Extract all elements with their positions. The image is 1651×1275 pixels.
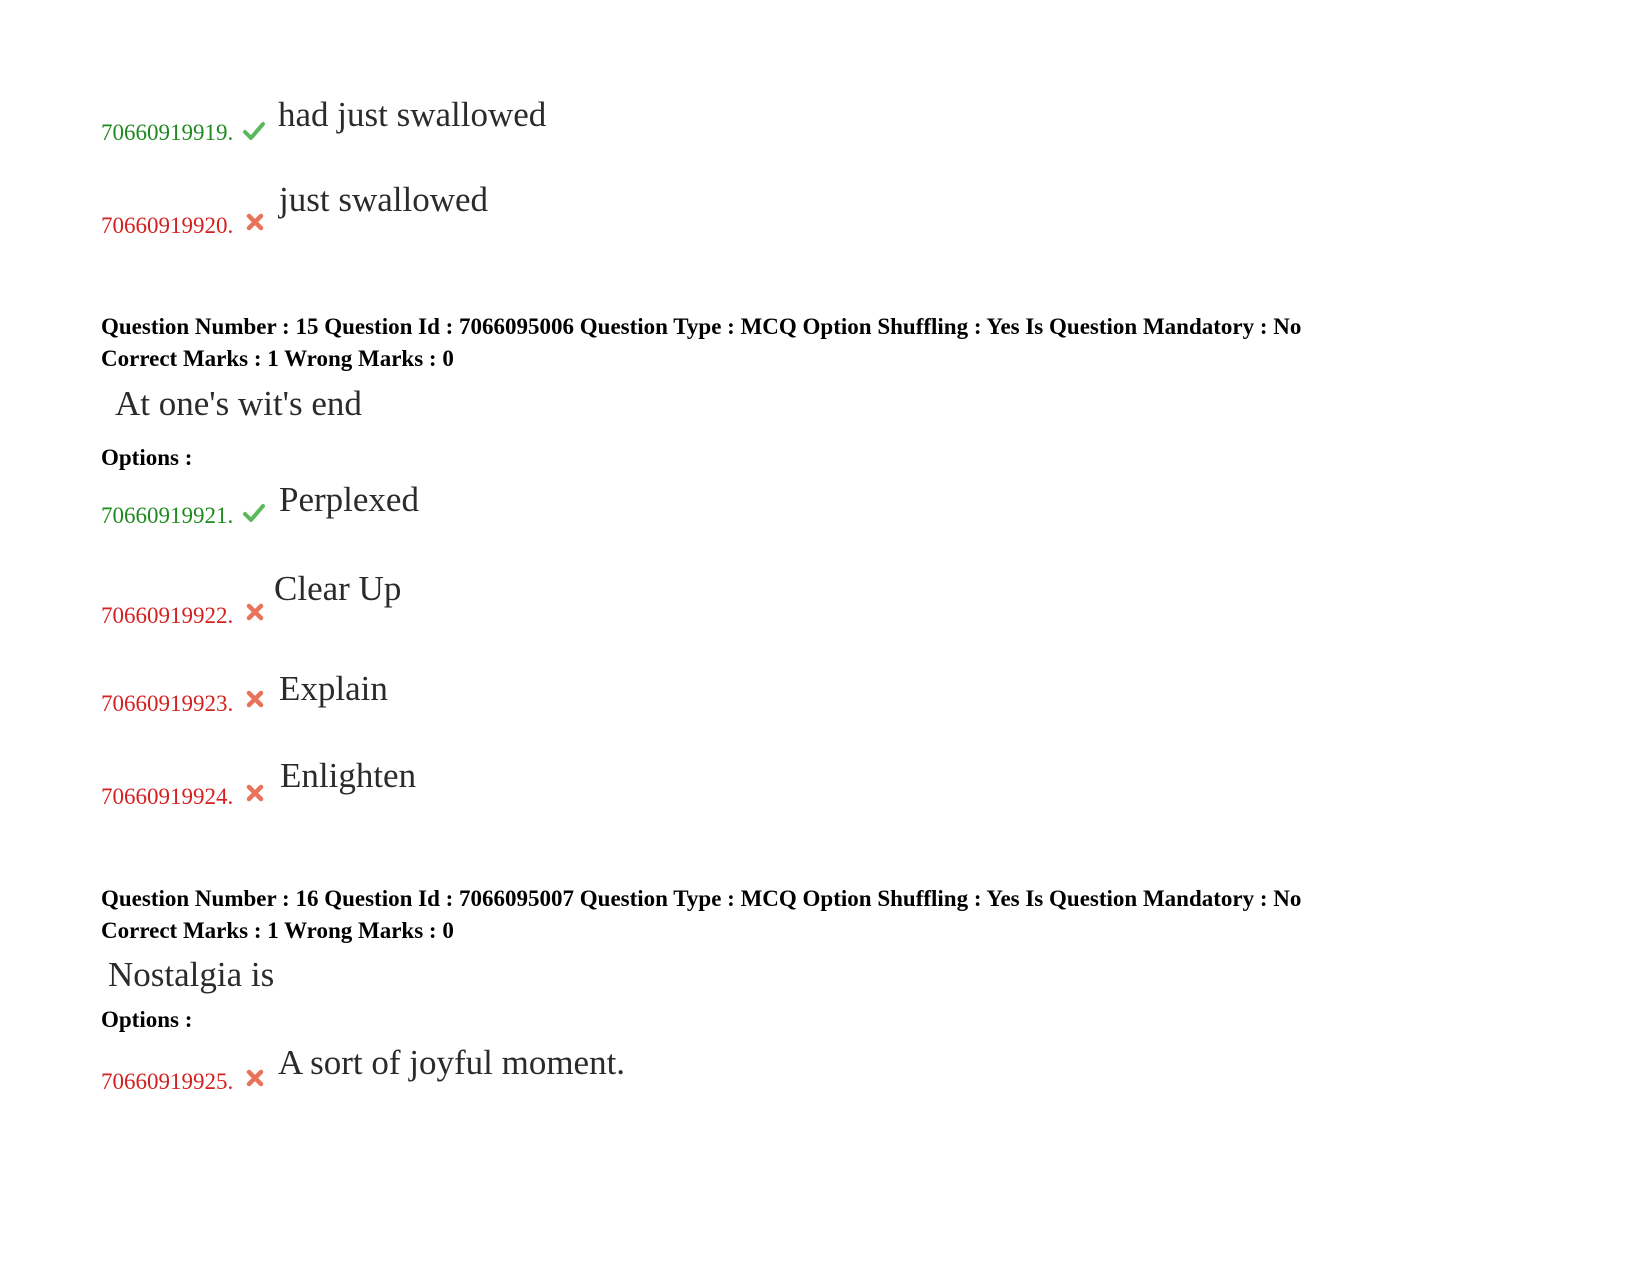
cross-icon	[244, 1067, 266, 1089]
cross-icon	[244, 688, 266, 710]
option-id: 70660919925.	[101, 1069, 234, 1094]
option-id: 70660919921.	[101, 503, 234, 528]
option-text: Perplexed	[279, 480, 419, 519]
question-stem: Nostalgia is	[108, 955, 275, 994]
question-stem: At one's wit's end	[115, 384, 362, 423]
option-id: 70660919924.	[101, 784, 234, 809]
options-label: Options :	[101, 1007, 193, 1032]
check-icon	[243, 502, 265, 524]
option-id: 70660919922.	[101, 603, 234, 628]
option-text: Enlighten	[280, 756, 417, 795]
option-id: 70660919919.	[101, 120, 234, 145]
check-icon	[243, 120, 265, 142]
option-text: A sort of joyful moment.	[278, 1043, 626, 1082]
cross-icon	[244, 211, 266, 233]
option-text: Explain	[279, 669, 388, 708]
option-text: just swallowed	[279, 180, 489, 219]
option-id: 70660919920.	[101, 213, 234, 238]
question-marks-line: Correct Marks : 1 Wrong Marks : 0	[101, 346, 454, 371]
cross-icon	[244, 782, 266, 804]
option-text: had just swallowed	[278, 95, 547, 134]
option-id: 70660919923.	[101, 691, 234, 716]
option-text: Clear Up	[274, 569, 402, 608]
question-meta-line: Question Number : 15 Question Id : 7066095006 Question Type : MCQ Option Shuffling : Yes Is Question Mandatory : No	[101, 314, 1302, 339]
options-label: Options :	[101, 445, 193, 470]
question-marks-line: Correct Marks : 1 Wrong Marks : 0	[101, 918, 454, 943]
question-meta-line: Question Number : 16 Question Id : 7066095007 Question Type : MCQ Option Shuffling : Yes Is Question Mandatory : No	[101, 886, 1302, 911]
cross-icon	[244, 601, 266, 623]
